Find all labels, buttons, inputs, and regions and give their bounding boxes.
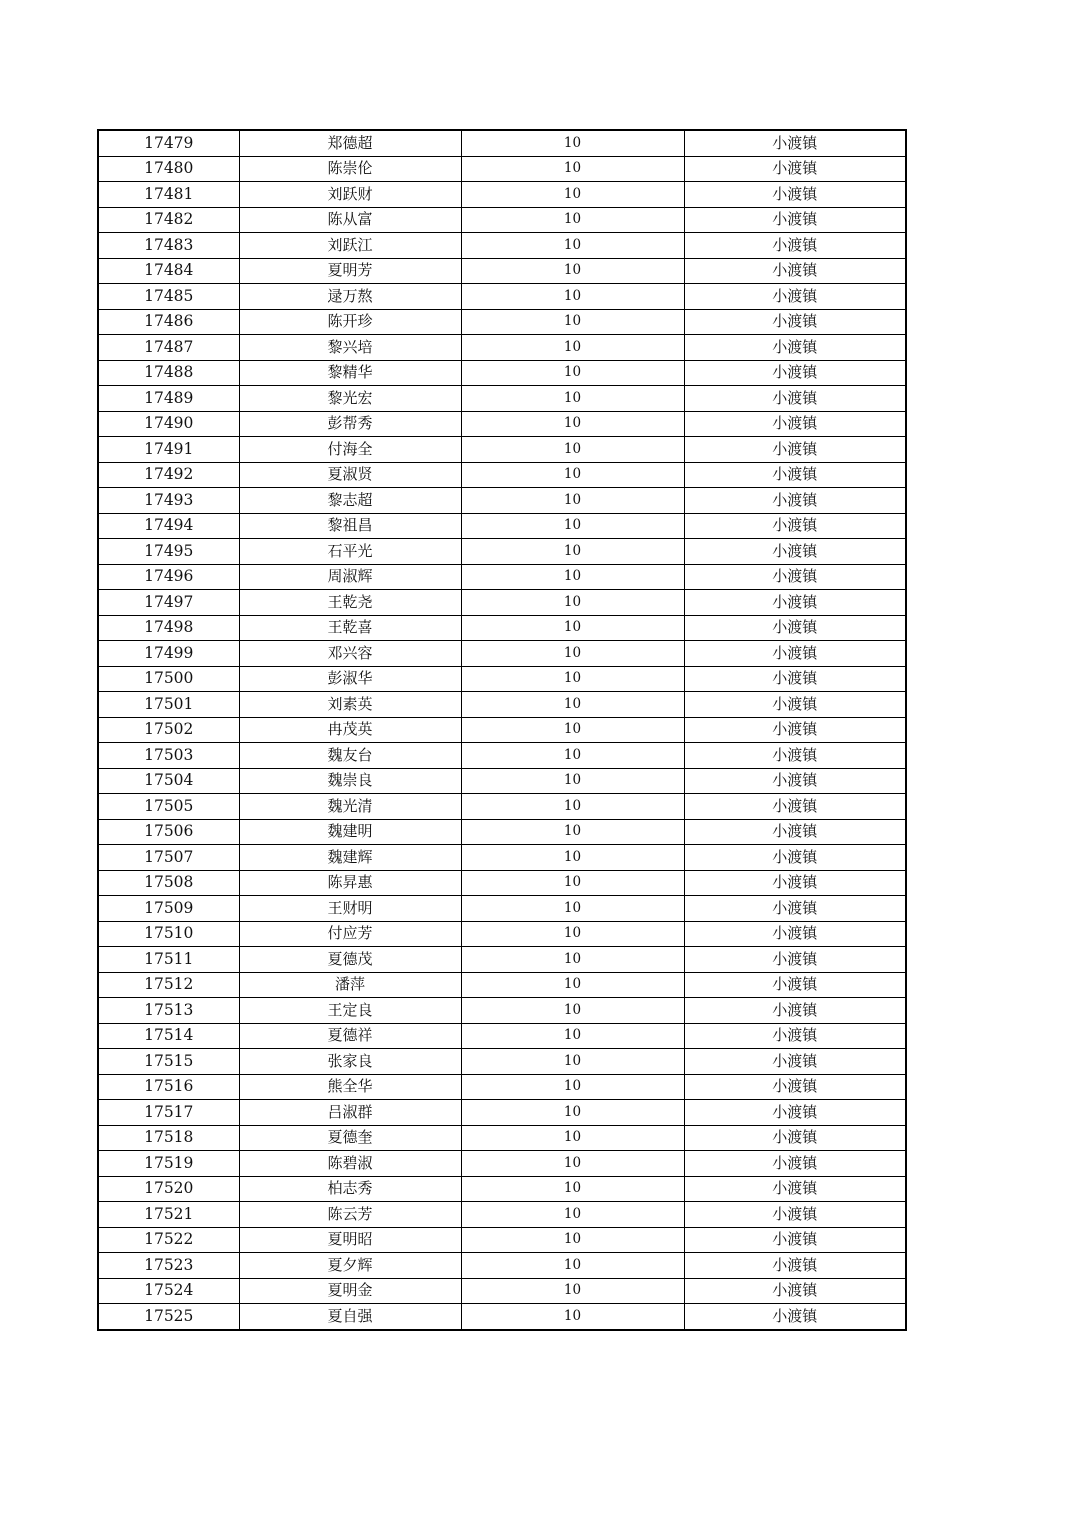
name-cell: 夏夕辉 bbox=[239, 1253, 461, 1279]
table-row bbox=[98, 513, 906, 539]
serial-number-cell: 17510 bbox=[98, 921, 239, 947]
table-row bbox=[98, 1049, 906, 1075]
town-cell: 小渡镇 bbox=[684, 564, 906, 590]
serial-number-cell: 17514 bbox=[98, 1023, 239, 1049]
serial-number-cell: 17500 bbox=[98, 666, 239, 692]
name-cell: 潘萍 bbox=[239, 972, 461, 998]
table-row bbox=[98, 182, 906, 208]
name-cell: 夏明金 bbox=[239, 1278, 461, 1304]
amount-cell: 10 bbox=[461, 207, 684, 233]
town-cell: 小渡镇 bbox=[684, 641, 906, 667]
name-cell: 黎祖昌 bbox=[239, 513, 461, 539]
table-row bbox=[98, 590, 906, 616]
town-cell: 小渡镇 bbox=[684, 284, 906, 310]
table-row bbox=[98, 462, 906, 488]
table-row bbox=[98, 1023, 906, 1049]
serial-number-cell: 17525 bbox=[98, 1304, 239, 1330]
name-cell: 王乾尧 bbox=[239, 590, 461, 616]
amount-cell: 10 bbox=[461, 1304, 684, 1330]
table-row bbox=[98, 896, 906, 922]
town-cell: 小渡镇 bbox=[684, 1176, 906, 1202]
name-cell: 夏德茂 bbox=[239, 947, 461, 973]
table-row bbox=[98, 1253, 906, 1279]
amount-cell: 10 bbox=[461, 1176, 684, 1202]
name-cell: 王定良 bbox=[239, 998, 461, 1024]
serial-number-cell: 17505 bbox=[98, 794, 239, 820]
amount-cell: 10 bbox=[461, 360, 684, 386]
amount-cell: 10 bbox=[461, 1100, 684, 1126]
serial-number-cell: 17494 bbox=[98, 513, 239, 539]
name-cell: 逯万熬 bbox=[239, 284, 461, 310]
serial-number-cell: 17487 bbox=[98, 335, 239, 361]
name-cell: 夏自强 bbox=[239, 1304, 461, 1330]
name-cell: 魏崇良 bbox=[239, 768, 461, 794]
name-cell: 黎光宏 bbox=[239, 386, 461, 412]
serial-number-cell: 17513 bbox=[98, 998, 239, 1024]
amount-cell: 10 bbox=[461, 462, 684, 488]
amount-cell: 10 bbox=[461, 1049, 684, 1075]
town-cell: 小渡镇 bbox=[684, 130, 906, 156]
name-cell: 郑德超 bbox=[239, 130, 461, 156]
name-cell: 陈碧淑 bbox=[239, 1151, 461, 1177]
serial-number-cell: 17480 bbox=[98, 156, 239, 182]
name-cell: 夏德祥 bbox=[239, 1023, 461, 1049]
amount-cell: 10 bbox=[461, 1227, 684, 1253]
serial-number-cell: 17493 bbox=[98, 488, 239, 514]
table-row bbox=[98, 386, 906, 412]
table-row bbox=[98, 1151, 906, 1177]
name-cell: 黎志超 bbox=[239, 488, 461, 514]
amount-cell: 10 bbox=[461, 1125, 684, 1151]
table-row bbox=[98, 539, 906, 565]
town-cell: 小渡镇 bbox=[684, 233, 906, 259]
amount-cell: 10 bbox=[461, 641, 684, 667]
table-row bbox=[98, 1100, 906, 1126]
table-row bbox=[98, 845, 906, 871]
table-row bbox=[98, 666, 906, 692]
serial-number-cell: 17486 bbox=[98, 309, 239, 335]
amount-cell: 10 bbox=[461, 743, 684, 769]
town-cell: 小渡镇 bbox=[684, 896, 906, 922]
table-row bbox=[98, 564, 906, 590]
town-cell: 小渡镇 bbox=[684, 437, 906, 463]
amount-cell: 10 bbox=[461, 1151, 684, 1177]
serial-number-cell: 17481 bbox=[98, 182, 239, 208]
town-cell: 小渡镇 bbox=[684, 462, 906, 488]
name-cell: 陈从富 bbox=[239, 207, 461, 233]
amount-cell: 10 bbox=[461, 870, 684, 896]
table-row bbox=[98, 819, 906, 845]
roster-table-body bbox=[98, 130, 906, 1330]
table-row bbox=[98, 1227, 906, 1253]
serial-number-cell: 17516 bbox=[98, 1074, 239, 1100]
town-cell: 小渡镇 bbox=[684, 1125, 906, 1151]
serial-number-cell: 17501 bbox=[98, 692, 239, 718]
table-row bbox=[98, 1125, 906, 1151]
town-cell: 小渡镇 bbox=[684, 539, 906, 565]
name-cell: 黎兴培 bbox=[239, 335, 461, 361]
amount-cell: 10 bbox=[461, 998, 684, 1024]
amount-cell: 10 bbox=[461, 590, 684, 616]
table-row bbox=[98, 309, 906, 335]
name-cell: 付应芳 bbox=[239, 921, 461, 947]
table-row bbox=[98, 130, 906, 156]
amount-cell: 10 bbox=[461, 284, 684, 310]
serial-number-cell: 17484 bbox=[98, 258, 239, 284]
serial-number-cell: 17491 bbox=[98, 437, 239, 463]
amount-cell: 10 bbox=[461, 564, 684, 590]
town-cell: 小渡镇 bbox=[684, 1074, 906, 1100]
town-cell: 小渡镇 bbox=[684, 921, 906, 947]
table-row bbox=[98, 615, 906, 641]
serial-number-cell: 17512 bbox=[98, 972, 239, 998]
name-cell: 付海全 bbox=[239, 437, 461, 463]
serial-number-cell: 17524 bbox=[98, 1278, 239, 1304]
serial-number-cell: 17495 bbox=[98, 539, 239, 565]
amount-cell: 10 bbox=[461, 1023, 684, 1049]
serial-number-cell: 17490 bbox=[98, 411, 239, 437]
serial-number-cell: 17517 bbox=[98, 1100, 239, 1126]
town-cell: 小渡镇 bbox=[684, 819, 906, 845]
serial-number-cell: 17504 bbox=[98, 768, 239, 794]
town-cell: 小渡镇 bbox=[684, 590, 906, 616]
amount-cell: 10 bbox=[461, 386, 684, 412]
name-cell: 夏德奎 bbox=[239, 1125, 461, 1151]
amount-cell: 10 bbox=[461, 258, 684, 284]
town-cell: 小渡镇 bbox=[684, 1202, 906, 1228]
table-row bbox=[98, 870, 906, 896]
name-cell: 魏光清 bbox=[239, 794, 461, 820]
serial-number-cell: 17483 bbox=[98, 233, 239, 259]
amount-cell: 10 bbox=[461, 666, 684, 692]
town-cell: 小渡镇 bbox=[684, 1151, 906, 1177]
town-cell: 小渡镇 bbox=[684, 972, 906, 998]
table-row bbox=[98, 411, 906, 437]
town-cell: 小渡镇 bbox=[684, 513, 906, 539]
amount-cell: 10 bbox=[461, 156, 684, 182]
table-row bbox=[98, 794, 906, 820]
table-row bbox=[98, 207, 906, 233]
serial-number-cell: 17518 bbox=[98, 1125, 239, 1151]
amount-cell: 10 bbox=[461, 539, 684, 565]
serial-number-cell: 17479 bbox=[98, 130, 239, 156]
table-row bbox=[98, 692, 906, 718]
town-cell: 小渡镇 bbox=[684, 411, 906, 437]
amount-cell: 10 bbox=[461, 768, 684, 794]
name-cell: 陈昇惠 bbox=[239, 870, 461, 896]
town-cell: 小渡镇 bbox=[684, 309, 906, 335]
amount-cell: 10 bbox=[461, 488, 684, 514]
town-cell: 小渡镇 bbox=[684, 1049, 906, 1075]
table-row bbox=[98, 972, 906, 998]
table-row bbox=[98, 921, 906, 947]
name-cell: 刘跃财 bbox=[239, 182, 461, 208]
town-cell: 小渡镇 bbox=[684, 717, 906, 743]
serial-number-cell: 17507 bbox=[98, 845, 239, 871]
table-row bbox=[98, 947, 906, 973]
town-cell: 小渡镇 bbox=[684, 156, 906, 182]
town-cell: 小渡镇 bbox=[684, 794, 906, 820]
amount-cell: 10 bbox=[461, 1253, 684, 1279]
serial-number-cell: 17488 bbox=[98, 360, 239, 386]
town-cell: 小渡镇 bbox=[684, 692, 906, 718]
table-row bbox=[98, 437, 906, 463]
name-cell: 吕淑群 bbox=[239, 1100, 461, 1126]
amount-cell: 10 bbox=[461, 437, 684, 463]
serial-number-cell: 17496 bbox=[98, 564, 239, 590]
name-cell: 石平光 bbox=[239, 539, 461, 565]
town-cell: 小渡镇 bbox=[684, 845, 906, 871]
amount-cell: 10 bbox=[461, 794, 684, 820]
town-cell: 小渡镇 bbox=[684, 666, 906, 692]
serial-number-cell: 17502 bbox=[98, 717, 239, 743]
serial-number-cell: 17498 bbox=[98, 615, 239, 641]
table-row bbox=[98, 284, 906, 310]
name-cell: 陈崇伦 bbox=[239, 156, 461, 182]
table-row bbox=[98, 156, 906, 182]
amount-cell: 10 bbox=[461, 819, 684, 845]
town-cell: 小渡镇 bbox=[684, 1100, 906, 1126]
amount-cell: 10 bbox=[461, 411, 684, 437]
town-cell: 小渡镇 bbox=[684, 768, 906, 794]
amount-cell: 10 bbox=[461, 1202, 684, 1228]
name-cell: 王乾喜 bbox=[239, 615, 461, 641]
name-cell: 魏友台 bbox=[239, 743, 461, 769]
name-cell: 周淑辉 bbox=[239, 564, 461, 590]
name-cell: 王财明 bbox=[239, 896, 461, 922]
amount-cell: 10 bbox=[461, 1074, 684, 1100]
table-row bbox=[98, 998, 906, 1024]
town-cell: 小渡镇 bbox=[684, 1278, 906, 1304]
town-cell: 小渡镇 bbox=[684, 1253, 906, 1279]
town-cell: 小渡镇 bbox=[684, 870, 906, 896]
town-cell: 小渡镇 bbox=[684, 335, 906, 361]
name-cell: 魏建辉 bbox=[239, 845, 461, 871]
town-cell: 小渡镇 bbox=[684, 743, 906, 769]
amount-cell: 10 bbox=[461, 972, 684, 998]
serial-number-cell: 17520 bbox=[98, 1176, 239, 1202]
town-cell: 小渡镇 bbox=[684, 360, 906, 386]
amount-cell: 10 bbox=[461, 845, 684, 871]
serial-number-cell: 17499 bbox=[98, 641, 239, 667]
amount-cell: 10 bbox=[461, 947, 684, 973]
table-row bbox=[98, 768, 906, 794]
serial-number-cell: 17511 bbox=[98, 947, 239, 973]
town-cell: 小渡镇 bbox=[684, 258, 906, 284]
serial-number-cell: 17485 bbox=[98, 284, 239, 310]
amount-cell: 10 bbox=[461, 309, 684, 335]
serial-number-cell: 17522 bbox=[98, 1227, 239, 1253]
table-row bbox=[98, 641, 906, 667]
name-cell: 彭淑华 bbox=[239, 666, 461, 692]
name-cell: 黎精华 bbox=[239, 360, 461, 386]
table-row bbox=[98, 717, 906, 743]
serial-number-cell: 17506 bbox=[98, 819, 239, 845]
name-cell: 陈开珍 bbox=[239, 309, 461, 335]
name-cell: 魏建明 bbox=[239, 819, 461, 845]
table-row bbox=[98, 258, 906, 284]
serial-number-cell: 17482 bbox=[98, 207, 239, 233]
name-cell: 熊全华 bbox=[239, 1074, 461, 1100]
amount-cell: 10 bbox=[461, 692, 684, 718]
name-cell: 夏明昭 bbox=[239, 1227, 461, 1253]
table-row bbox=[98, 1074, 906, 1100]
name-cell: 张家良 bbox=[239, 1049, 461, 1075]
name-cell: 陈云芳 bbox=[239, 1202, 461, 1228]
town-cell: 小渡镇 bbox=[684, 488, 906, 514]
town-cell: 小渡镇 bbox=[684, 182, 906, 208]
serial-number-cell: 17519 bbox=[98, 1151, 239, 1177]
table-row bbox=[98, 1304, 906, 1330]
name-cell: 夏明芳 bbox=[239, 258, 461, 284]
amount-cell: 10 bbox=[461, 182, 684, 208]
name-cell: 邓兴容 bbox=[239, 641, 461, 667]
serial-number-cell: 17503 bbox=[98, 743, 239, 769]
amount-cell: 10 bbox=[461, 1278, 684, 1304]
town-cell: 小渡镇 bbox=[684, 386, 906, 412]
table-row bbox=[98, 233, 906, 259]
table-row bbox=[98, 360, 906, 386]
name-cell: 彭帮秀 bbox=[239, 411, 461, 437]
table-row bbox=[98, 1202, 906, 1228]
table-row bbox=[98, 1176, 906, 1202]
amount-cell: 10 bbox=[461, 615, 684, 641]
amount-cell: 10 bbox=[461, 233, 684, 259]
name-cell: 柏志秀 bbox=[239, 1176, 461, 1202]
serial-number-cell: 17509 bbox=[98, 896, 239, 922]
serial-number-cell: 17521 bbox=[98, 1202, 239, 1228]
serial-number-cell: 17492 bbox=[98, 462, 239, 488]
table-row bbox=[98, 1278, 906, 1304]
roster-table bbox=[97, 129, 907, 1331]
amount-cell: 10 bbox=[461, 513, 684, 539]
serial-number-cell: 17523 bbox=[98, 1253, 239, 1279]
town-cell: 小渡镇 bbox=[684, 207, 906, 233]
town-cell: 小渡镇 bbox=[684, 1023, 906, 1049]
table-row bbox=[98, 743, 906, 769]
serial-number-cell: 17515 bbox=[98, 1049, 239, 1075]
town-cell: 小渡镇 bbox=[684, 947, 906, 973]
table-row bbox=[98, 488, 906, 514]
town-cell: 小渡镇 bbox=[684, 1304, 906, 1330]
serial-number-cell: 17497 bbox=[98, 590, 239, 616]
name-cell: 刘素英 bbox=[239, 692, 461, 718]
serial-number-cell: 17508 bbox=[98, 870, 239, 896]
town-cell: 小渡镇 bbox=[684, 1227, 906, 1253]
serial-number-cell: 17489 bbox=[98, 386, 239, 412]
name-cell: 夏淑贤 bbox=[239, 462, 461, 488]
name-cell: 冉茂英 bbox=[239, 717, 461, 743]
name-cell: 刘跃江 bbox=[239, 233, 461, 259]
amount-cell: 10 bbox=[461, 335, 684, 361]
town-cell: 小渡镇 bbox=[684, 998, 906, 1024]
table-row bbox=[98, 335, 906, 361]
amount-cell: 10 bbox=[461, 921, 684, 947]
town-cell: 小渡镇 bbox=[684, 615, 906, 641]
amount-cell: 10 bbox=[461, 896, 684, 922]
amount-cell: 10 bbox=[461, 717, 684, 743]
amount-cell: 10 bbox=[461, 130, 684, 156]
